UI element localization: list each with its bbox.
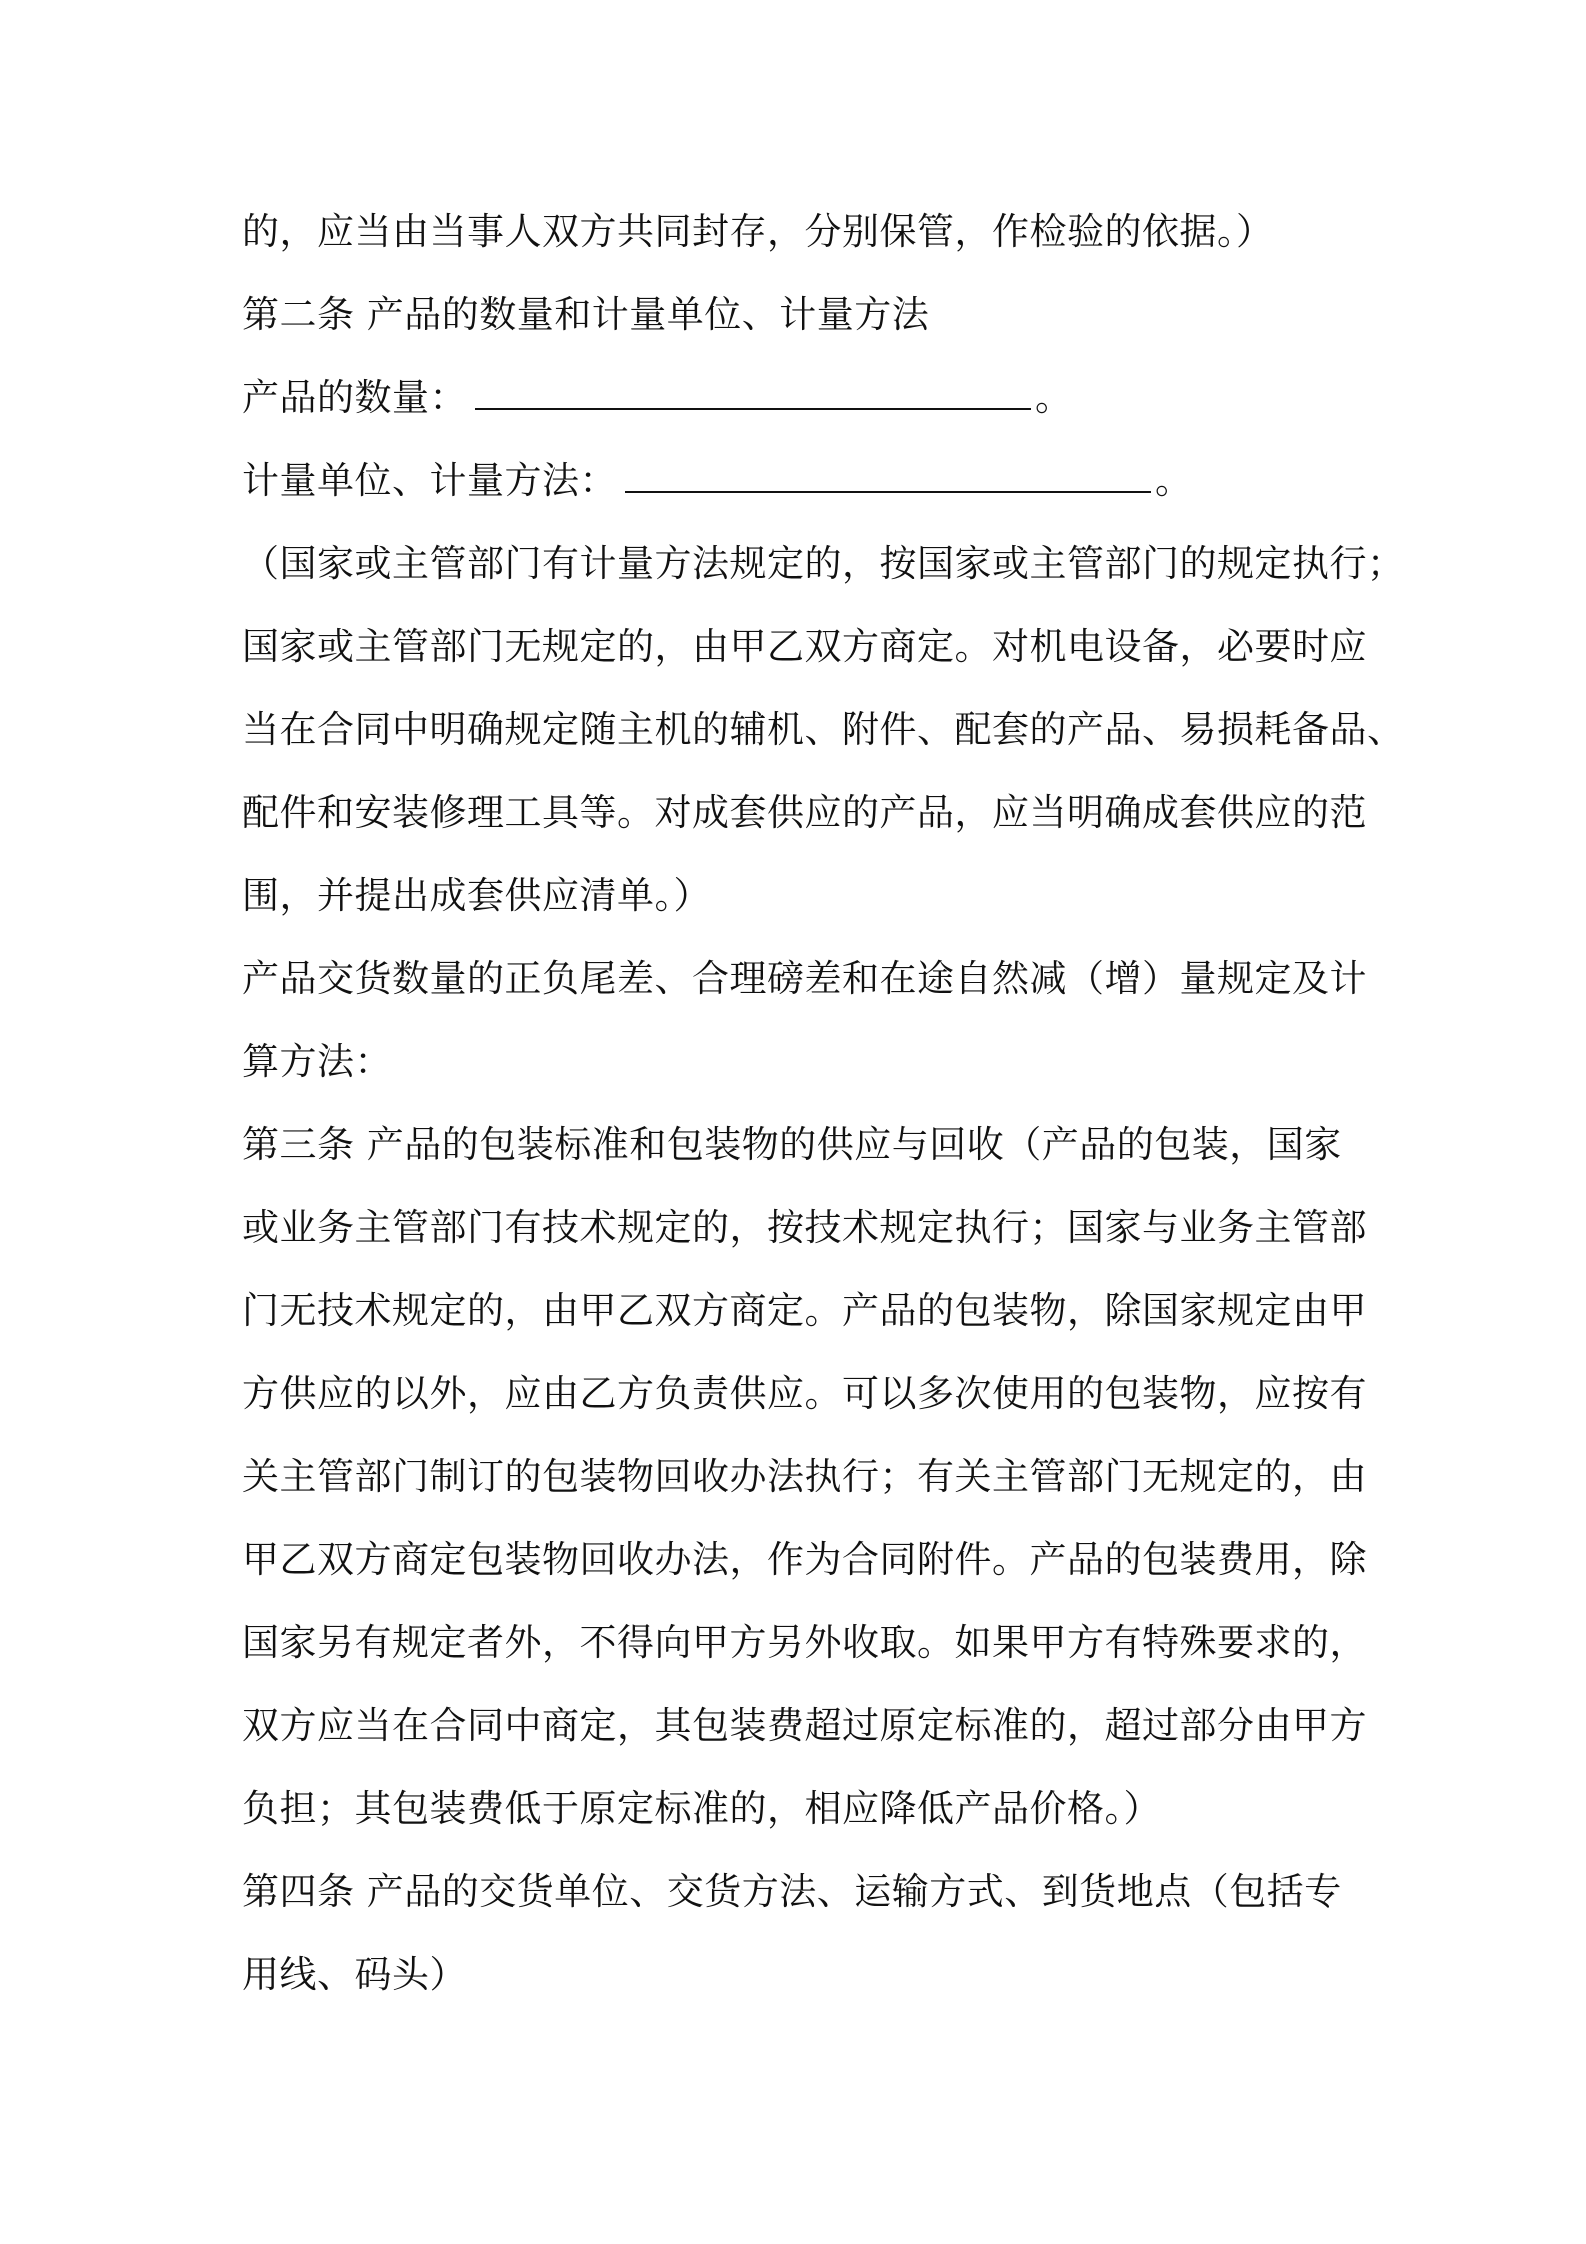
article-4-heading: 第四条 产品的交货单位、交货方法、运输方式、到货地点（包括专 (242, 1870, 1342, 1913)
text-line: 门无技术规定的，由甲乙双方商定。产品的包装物，除国家规定由甲 (242, 1289, 1367, 1332)
article-3-heading: 第三条 产品的包装标准和包装物的供应与回收（产品的包装，国家 (242, 1123, 1342, 1166)
text-line: 负担；其包装费低于原定标准的，相应降低产品价格。） (242, 1787, 1161, 1830)
article-2-heading: 第二条 产品的数量和计量单位、计量方法 (242, 293, 930, 336)
measure-label: 计量单位、计量方法： (242, 459, 617, 502)
blank-suffix: 。 (1155, 459, 1193, 502)
blank-suffix: 。 (1035, 376, 1073, 419)
text-line: 算方法： (242, 1040, 392, 1083)
text-line: 国家或主管部门无规定的，由甲乙双方商定。对机电设备，必要时应 (242, 625, 1367, 668)
text-line: 当在合同中明确规定随主机的辅机、附件、配套的产品、易损耗备品、 (242, 708, 1405, 751)
quantity-blank (475, 374, 1031, 410)
text-line: 配件和安装修理工具等。对成套供应的产品，应当明确成套供应的范 (242, 791, 1367, 834)
text-line: 产品交货数量的正负尾差、合理磅差和在途自然减（增）量规定及计 (242, 957, 1367, 1000)
text-line: 方供应的以外，应由乙方负责供应。可以多次使用的包装物，应按有 (242, 1372, 1367, 1415)
document-body (242, 190, 1405, 2016)
text-line: 或业务主管部门有技术规定的，按技术规定执行；国家与业务主管部 (242, 1206, 1367, 1249)
text-line: 甲乙双方商定包装物回收办法，作为合同附件。产品的包装费用，除 (242, 1538, 1367, 1581)
quantity-field-line (242, 356, 1352, 439)
text-line: 用线、码头） (242, 1953, 467, 1996)
text-line: 双方应当在合同中商定，其包装费超过原定标准的，超过部分由甲方 (242, 1704, 1367, 1747)
quantity-label: 产品的数量： (242, 376, 467, 419)
text-line: 围，并提出成套供应清单。） (242, 874, 711, 917)
text-line: 的，应当由当事人双方共同封存，分别保管，作检验的依据。） (242, 210, 1274, 253)
text-line: 国家另有规定者外，不得向甲方另外收取。如果甲方有特殊要求的， (242, 1621, 1367, 1664)
text-line: （国家或主管部门有计量方法规定的，按国家或主管部门的规定执行； (242, 542, 1405, 585)
text-line: 关主管部门制订的包装物回收办法执行；有关主管部门无规定的，由 (242, 1455, 1367, 1498)
measure-field-line (242, 439, 1352, 522)
measure-blank (625, 457, 1151, 493)
